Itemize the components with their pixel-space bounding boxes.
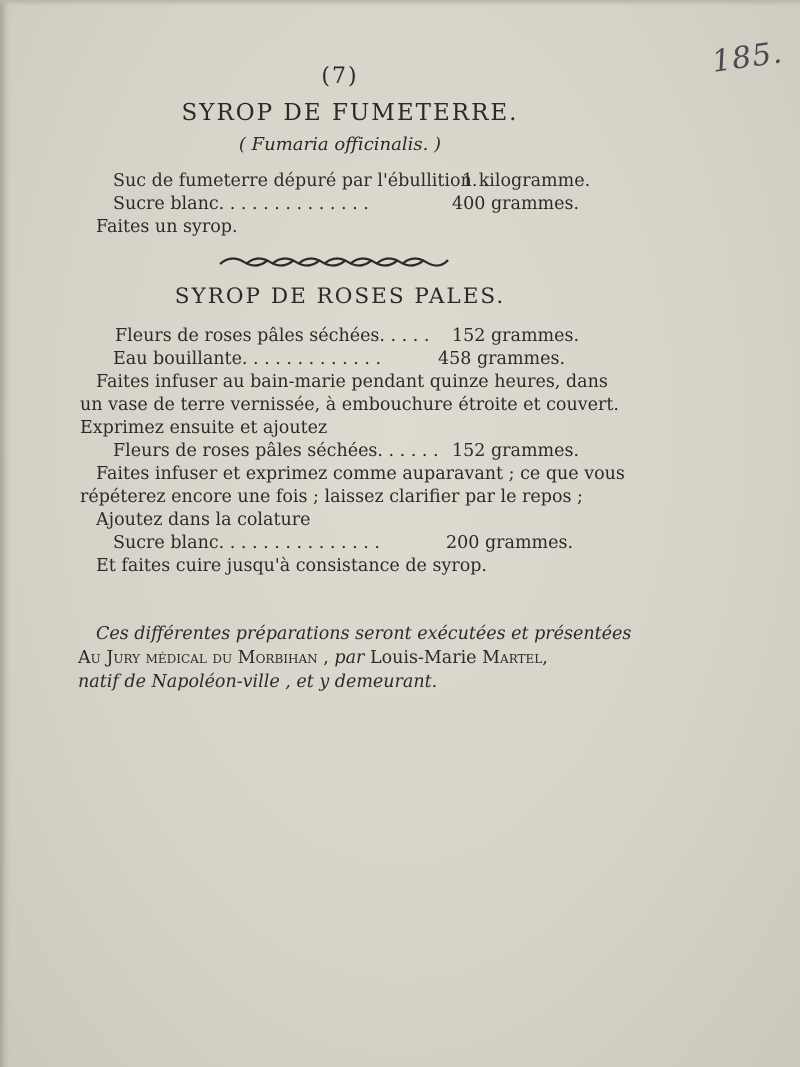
paragraph-line: Et faites cuire jusqu'à consistance de syrop.: [96, 556, 487, 576]
page-binding-edge: [0, 0, 10, 1067]
page-number: (7): [321, 64, 359, 89]
note-line: natif de Napoléon-ville , et y demeurant.: [78, 672, 438, 692]
paragraph-line: répéterez encore une fois ; laissez clarifier par le repos ;: [80, 487, 583, 507]
note-par: par: [334, 648, 365, 668]
note-name: Louis-Marie: [364, 648, 483, 668]
section-title-roses: SYROP DE ROSES PALES.: [174, 284, 506, 309]
paragraph-line: Exprimez ensuite et ajoutez: [80, 418, 328, 438]
paragraph-line: Faites infuser et exprimez comme auparavant ; ce que vous: [96, 464, 625, 484]
paragraph-line: un vase de terre vernissée, à embouchure étroite et couvert.: [80, 395, 619, 415]
note-surname: Martel: [482, 648, 543, 668]
note-end: ,: [542, 648, 548, 668]
note-line: [78, 647, 548, 669]
ingredient-line: Sucre blanc. . . . . . . . . . . . . .: [113, 194, 369, 214]
ingredient-quantity: 200 grammes.: [446, 533, 574, 553]
note-jury: Au Jury médical du Morbihan: [78, 648, 318, 668]
section-title-fumeterre: SYROP DE FUMETERRE.: [181, 100, 519, 126]
ingredient-line: Sucre blanc. . . . . . . . . . . . . . .: [113, 533, 380, 553]
ingredient-quantity: 458 grammes.: [438, 349, 566, 369]
ingredient-line: Fleurs de roses pâles séchées. . . . .: [115, 326, 430, 346]
ingredient-quantity: 400 grammes.: [452, 194, 580, 214]
note-line: Ces différentes préparations seront exécutées et présentées: [96, 624, 632, 644]
page-top-edge: [0, 0, 800, 6]
paragraph-line: Ajoutez dans la colature: [96, 510, 311, 530]
ingredient-line: Fleurs de roses pâles séchées. . . . . .: [113, 441, 439, 461]
ingredient-quantity: 152 grammes.: [452, 441, 580, 461]
ingredient-quantity: 152 grammes.: [452, 326, 580, 346]
instruction-line: Faites un syrop.: [96, 217, 238, 237]
section-subtitle-latin: ( Fumaria officinalis. ): [238, 134, 442, 155]
ornament-divider: [218, 255, 450, 269]
ingredient-quantity: 1 kilogramme.: [462, 171, 591, 191]
ingredient-line: Suc de fumeterre dépuré par l'ébullition. .: [113, 171, 489, 191]
note-separator: ,: [317, 648, 335, 668]
handwritten-folio-number: 185.: [709, 35, 785, 80]
ingredient-line: Eau bouillante. . . . . . . . . . . . .: [113, 349, 382, 369]
paragraph-line: Faites infuser au bain-marie pendant quinze heures, dans: [96, 372, 608, 392]
